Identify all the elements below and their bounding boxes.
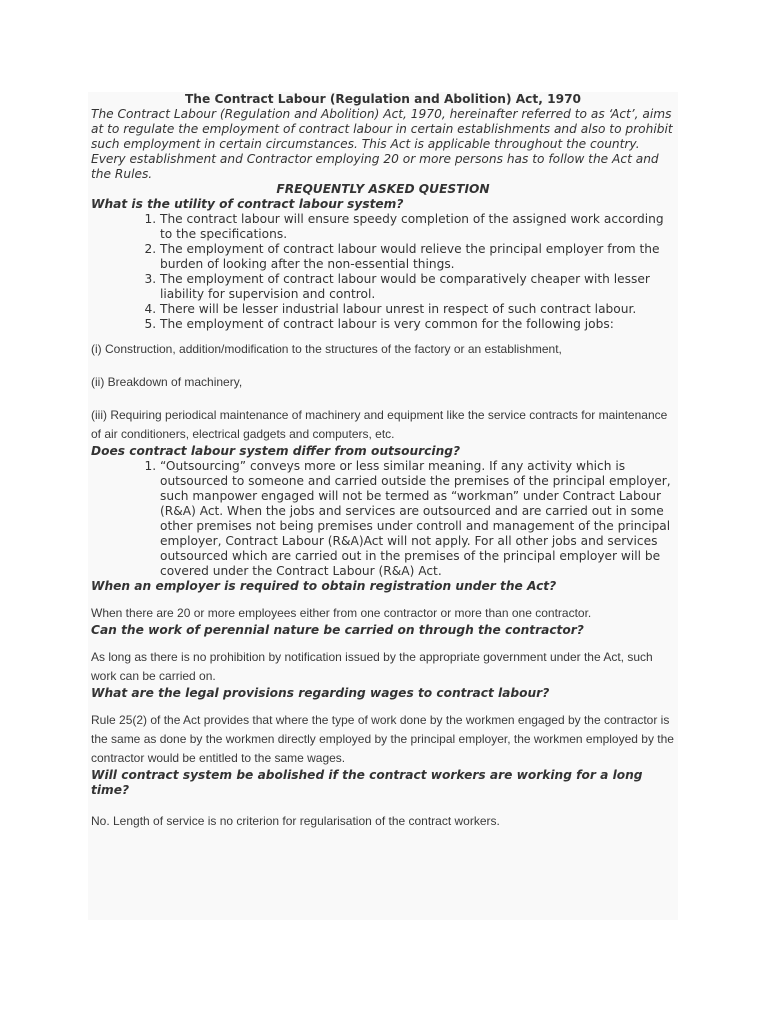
question-abolition: Will contract system be abolished if the contract workers are working for a long time? xyxy=(91,768,643,797)
answer-perennial: As long as there is no prohibition by notification issued by the appropriate government under the Act, such work can be carried on. xyxy=(91,650,653,683)
list-item: 3. The employment of contract labour would be comparatively cheaper with lesser liability for supervision and control. xyxy=(160,272,675,302)
document-body xyxy=(88,92,678,920)
question-wages: What are the legal provisions regarding wages to contract labour? xyxy=(91,686,550,700)
job-item: (i) Construction, addition/modification to the structures of the factory or an establishment, xyxy=(91,342,562,356)
utility-list xyxy=(91,212,675,332)
question-registration: When an employer is required to obtain registration under the Act? xyxy=(91,579,557,593)
job-item: (iii) Requiring periodical maintenance of machinery and equipment like the service contracts for maintenance of air conditioners, electrical gadgets and computers, etc. xyxy=(91,408,668,441)
answer-wages: Rule 25(2) of the Act provides that where the type of work done by the workmen engaged by the contractor is the same as done by the workmen directly employed by the principal employer, the workmen employed by the contractor would be entitled to the same wages. xyxy=(91,713,674,765)
list-item: 1. “Outsourcing” conveys more or less similar meaning. If any activity which is outsourced to someone and carried outside the premises of the principal employer, such manpower engaged will not be termed as “workman” under Contract Labour (R&A) Act. When the jobs and services are outsourced and are carried out in some other premises not being premises under controll and management of the principal employer, Contract Labour (R&A)Act will not apply. For all other jobs and services outsourced which are carried out in the premises of the principal employer will be covered under the Contract Labour (R&A) Act. xyxy=(160,459,675,579)
list-item: 2. The employment of contract labour would relieve the principal employer from the burden of looking after the non-essential things. xyxy=(160,242,675,272)
list-item: 1. The contract labour will ensure speedy completion of the assigned work according to the specifications. xyxy=(160,212,675,242)
job-item: (ii) Breakdown of machinery, xyxy=(91,375,243,389)
document-title: The Contract Labour (Regulation and Abolition) Act, 1970 xyxy=(184,92,582,106)
answer-registration: When there are 20 or more employees either from one contractor or more than one contractor. xyxy=(91,606,592,620)
list-item: 4. There will be lesser industrial labour unrest in respect of such contract labour. xyxy=(160,302,675,317)
list-item: 5. The employment of contract labour is very common for the following jobs: xyxy=(160,317,675,332)
outsourcing-list xyxy=(91,459,675,579)
answer-abolition: No. Length of service is no criterion for regularisation of the contract workers. xyxy=(91,814,500,828)
question-outsourcing: Does contract labour system differ from outsourcing? xyxy=(91,444,461,458)
intro-paragraph: The Contract Labour (Regulation and Abolition) Act, 1970, hereinafter referred to as ‘Act’, aims at to regulate the employment of contract labour in certain establishments and also to prohibit such employment in certain circumstances. This Act is applicable throughout the country. Every establishment and Contractor employing 20 or more persons has to follow the Act and the Rules. xyxy=(91,107,673,181)
question-utility: What is the utility of contract labour system? xyxy=(91,197,404,211)
question-perennial: Can the work of perennial nature be carried on through the contractor? xyxy=(91,623,584,637)
faq-heading: FREQUENTLY ASKED QUESTION xyxy=(276,182,490,196)
